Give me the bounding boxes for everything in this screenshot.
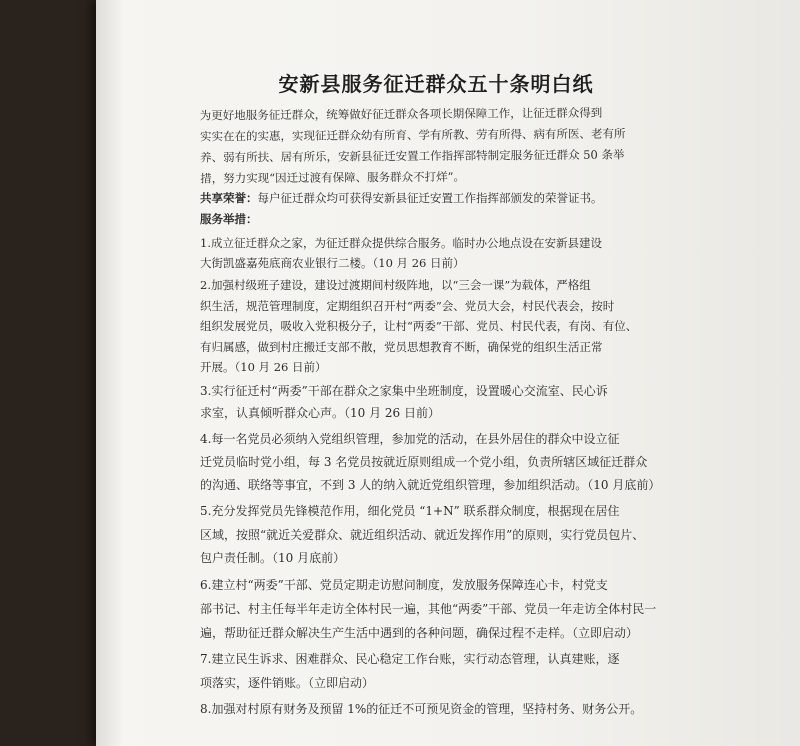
item-2	[200, 275, 637, 378]
item-line: 6.建立村“两委”干部、党员定期走访慰问制度，发放服务保障连心卡，村党支	[200, 578, 608, 592]
intro-line: 为更好地服务征迁群众，统筹做好征迁群众各项长期保障工作，让征迁群众得到	[199, 105, 603, 123]
honor-text: 每户征迁群众均可获得安新县征迁安置工作指挥部颁发的荣誉证书。	[257, 191, 603, 205]
item-line: 7.建立民生诉求、困难群众、民心稳定工作台账，实行动态管理，认真建账，逐	[200, 652, 620, 666]
item-line: 4.每一名党员必须纳入党组织管理，参加党的活动，在县外居住的群众中设立征	[200, 432, 620, 446]
item-line: 部书记、村主任每半年走访全体村民一遍，其他“两委”干部、党员一年走访全体村民一	[200, 602, 657, 616]
honor-paragraph	[200, 188, 603, 230]
item-line: 3.实行征迁村“两委”干部在群众之家集中坐班制度，设置暖心交流室、民心诉	[200, 384, 608, 398]
intro-paragraph	[200, 103, 626, 190]
item-line: 求室，认真倾听群众心声。（10 月 26 日前）	[200, 406, 440, 420]
item-6	[200, 573, 656, 645]
document-title: 安新县服务征迁群众五十条明白纸	[278, 72, 594, 96]
item-5	[200, 500, 644, 571]
item-line: 包户责任制。（10 月底前）	[200, 551, 346, 565]
item-line: 项落实，逐件销账。（立即启动）	[200, 676, 375, 690]
item-line: 开展。（10 月 26 日前）	[200, 360, 327, 374]
item-1	[200, 233, 602, 273]
item-line: 有归属感，做到村庄搬迁支部不散，党员思想教育不断，确保党的组织生活正常	[200, 339, 603, 354]
item-7	[200, 647, 619, 695]
item-line: 遍，帮助征迁群众解决生产生活中遇到的各种问题，确保过程不走样。（立即启动）	[200, 626, 639, 640]
item-line: 大街凯盛嘉苑底商农业银行二楼。（10 月 26 日前）	[200, 256, 465, 270]
item-4	[200, 428, 660, 497]
item-line: 区域，按照“就近关爱群众、就近组织活动、就近发挥作用”的原则，实行党员包片、	[200, 527, 645, 542]
honor-label: 共享荣誉：	[200, 191, 258, 205]
paper-sheet	[96, 0, 800, 746]
item-8	[200, 697, 642, 721]
item-line: 组织发展党员，吸收入党积极分子，让村“两委”干部、党员、村民代表，有岗、有位、	[200, 319, 638, 333]
item-line: 迁党员临时党小组，每 3 名党员按就近原则组成一个党小组，负责所辖区域征迁群众	[200, 455, 648, 469]
item-3	[200, 380, 608, 424]
item-line: 8.加强对村原有财务及预留 1%的征迁不可预见资金的管理，坚持村务、财务公开。	[200, 702, 643, 716]
measures-label: 服务举措：	[200, 212, 258, 226]
intro-line: 实实在在的实惠，实现征迁群众幼有所育、学有所教、劳有所得、病有所医、老有所	[199, 126, 626, 144]
intro-line: 措，努力实现“因迁过渡有保障、服务群众不打烊”。	[200, 169, 466, 186]
intro-line: 养、弱有所扶、居有所乐，安新县征迁安置工作指挥部特制定服务征迁群众 50 条举	[200, 147, 625, 165]
item-line: 5.充分发挥党员先锋模范作用，细化党员 “1+N” 联系群众制度，根据现在居住	[200, 504, 620, 518]
item-line: 的沟通、联络等事宜，不到 3 人的纳入就近党组织管理，参加组织活动。（10 月底前）	[200, 478, 661, 492]
item-line: 1.成立征迁群众之家，为征迁群众提供综合服务。临时办公地点设在安新县建设	[200, 236, 602, 250]
item-line: 织生活，规范管理制度，定期组织召开村“两委”会、党员大会，村民代表会，按时	[200, 298, 615, 313]
item-line: 2.加强村级班子建设，建设过渡期间村级阵地，以“三会一课”为载体，严格组	[200, 278, 591, 292]
